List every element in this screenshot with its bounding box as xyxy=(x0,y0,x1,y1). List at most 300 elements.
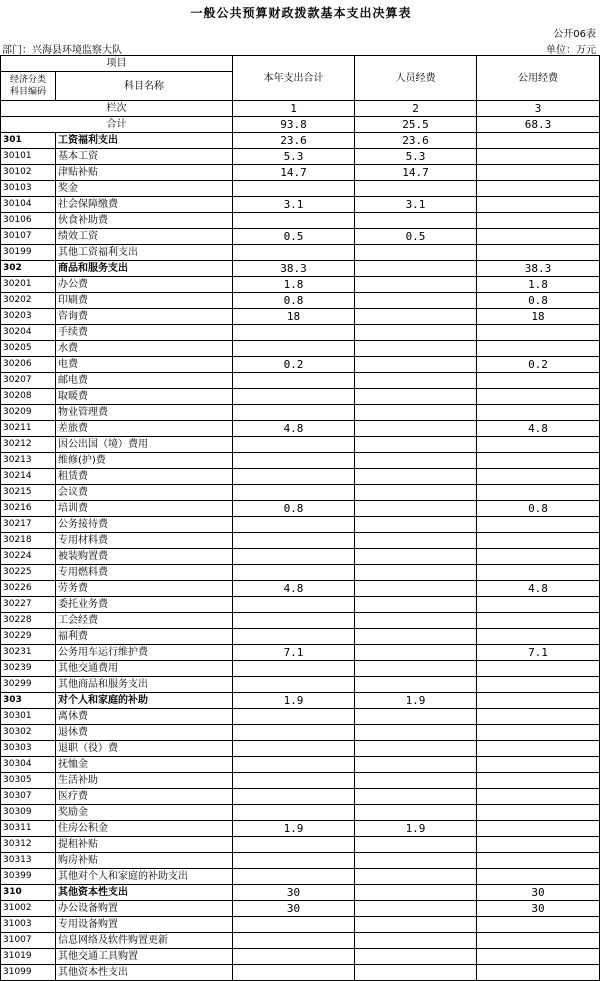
table-row xyxy=(1,693,600,709)
row-code: 30207 xyxy=(1,373,56,389)
row-personnel-expense xyxy=(355,629,477,645)
row-subject-name: 办公费 xyxy=(56,277,233,293)
row-subject-name: 其他商品和服务支出 xyxy=(56,677,233,693)
row-code: 30218 xyxy=(1,533,56,549)
row-subject-name: 其他工资福利支出 xyxy=(56,245,233,261)
total-col1: 93.8 xyxy=(233,117,355,133)
expenditure-table xyxy=(0,55,600,981)
row-code: 30216 xyxy=(1,501,56,517)
row-total-expense xyxy=(233,869,355,885)
row-personnel-expense xyxy=(355,213,477,229)
table-row xyxy=(1,725,600,741)
row-public-expense xyxy=(477,613,600,629)
row-subject-name: 福利费 xyxy=(56,629,233,645)
row-subject-name: 社会保障缴费 xyxy=(56,197,233,213)
row-personnel-expense xyxy=(355,885,477,901)
row-public-expense xyxy=(477,565,600,581)
row-personnel-expense: 1.9 xyxy=(355,821,477,837)
row-subject-name: 邮电费 xyxy=(56,373,233,389)
row-total-expense xyxy=(233,741,355,757)
header-col1: 本年支出合计 xyxy=(233,56,355,101)
row-subject-name: 退休费 xyxy=(56,725,233,741)
total-col2: 25.5 xyxy=(355,117,477,133)
table-row xyxy=(1,613,600,629)
table-row xyxy=(1,405,600,421)
row-total-expense: 4.8 xyxy=(233,581,355,597)
table-row xyxy=(1,421,600,437)
row-subject-name: 购房补贴 xyxy=(56,853,233,869)
row-code: 302 xyxy=(1,261,56,277)
row-code: 301 xyxy=(1,133,56,149)
row-code: 310 xyxy=(1,885,56,901)
row-code: 30206 xyxy=(1,357,56,373)
row-code: 30106 xyxy=(1,213,56,229)
row-subject-name: 水费 xyxy=(56,341,233,357)
row-code: 30202 xyxy=(1,293,56,309)
row-total-expense xyxy=(233,837,355,853)
row-personnel-expense xyxy=(355,757,477,773)
row-public-expense xyxy=(477,709,600,725)
row-code: 30309 xyxy=(1,805,56,821)
row-code: 30228 xyxy=(1,613,56,629)
table-row xyxy=(1,485,600,501)
row-subject-name: 委托业务费 xyxy=(56,597,233,613)
row-code: 30205 xyxy=(1,341,56,357)
row-personnel-expense xyxy=(355,789,477,805)
row-public-expense xyxy=(477,245,600,261)
row-personnel-expense xyxy=(355,725,477,741)
table-row xyxy=(1,357,600,373)
row-personnel-expense xyxy=(355,661,477,677)
row-public-expense: 0.2 xyxy=(477,357,600,373)
row-personnel-expense xyxy=(355,437,477,453)
row-total-expense xyxy=(233,181,355,197)
row-code: 30201 xyxy=(1,277,56,293)
row-personnel-expense xyxy=(355,309,477,325)
row-code: 30307 xyxy=(1,789,56,805)
row-subject-name: 其他交通工具购置 xyxy=(56,949,233,965)
table-row xyxy=(1,581,600,597)
row-personnel-expense: 23.6 xyxy=(355,133,477,149)
row-public-expense xyxy=(477,373,600,389)
row-public-expense xyxy=(477,197,600,213)
row-total-expense xyxy=(233,949,355,965)
row-total-expense xyxy=(233,773,355,789)
row-personnel-expense xyxy=(355,805,477,821)
row-subject-name: 办公设备购置 xyxy=(56,901,233,917)
row-total-expense: 30 xyxy=(233,901,355,917)
row-public-expense xyxy=(477,869,600,885)
row-public-expense xyxy=(477,917,600,933)
row-total-expense xyxy=(233,485,355,501)
row-subject-name: 医疗费 xyxy=(56,789,233,805)
row-code: 31019 xyxy=(1,949,56,965)
column-index-3: 3 xyxy=(477,101,600,117)
row-personnel-expense xyxy=(355,501,477,517)
row-personnel-expense xyxy=(355,533,477,549)
row-total-expense xyxy=(233,661,355,677)
row-code: 30239 xyxy=(1,661,56,677)
row-total-expense: 38.3 xyxy=(233,261,355,277)
row-public-expense: 4.8 xyxy=(477,421,600,437)
row-personnel-expense xyxy=(355,613,477,629)
row-public-expense xyxy=(477,693,600,709)
row-personnel-expense: 0.5 xyxy=(355,229,477,245)
row-code: 30208 xyxy=(1,389,56,405)
table-row xyxy=(1,293,600,309)
total-col3: 68.3 xyxy=(477,117,600,133)
row-total-expense xyxy=(233,325,355,341)
row-total-expense xyxy=(233,757,355,773)
table-row xyxy=(1,469,600,485)
row-total-expense: 1.8 xyxy=(233,277,355,293)
table-row xyxy=(1,549,600,565)
row-public-expense xyxy=(477,965,600,981)
row-subject-name: 抚恤金 xyxy=(56,757,233,773)
row-code: 30229 xyxy=(1,629,56,645)
row-code: 30102 xyxy=(1,165,56,181)
header-col3: 公用经费 xyxy=(477,56,600,101)
row-public-expense xyxy=(477,725,600,741)
table-row xyxy=(1,805,600,821)
table-row xyxy=(1,901,600,917)
table-row xyxy=(1,629,600,645)
table-row xyxy=(1,869,600,885)
row-code: 30299 xyxy=(1,677,56,693)
row-total-expense xyxy=(233,389,355,405)
row-total-expense xyxy=(233,373,355,389)
form-number: 公开06表 xyxy=(553,29,596,40)
row-subject-name: 电费 xyxy=(56,357,233,373)
row-total-expense xyxy=(233,613,355,629)
table-row xyxy=(1,533,600,549)
row-personnel-expense: 1.9 xyxy=(355,693,477,709)
row-code: 30199 xyxy=(1,245,56,261)
row-public-expense: 0.8 xyxy=(477,293,600,309)
row-total-expense xyxy=(233,549,355,565)
row-code: 30204 xyxy=(1,325,56,341)
row-public-expense xyxy=(477,805,600,821)
table-row xyxy=(1,309,600,325)
table-title: 一般公共预算财政拨款基本支出决算表 xyxy=(190,6,412,20)
row-public-expense xyxy=(477,405,600,421)
row-public-expense xyxy=(477,837,600,853)
row-public-expense: 1.8 xyxy=(477,277,600,293)
row-public-expense xyxy=(477,517,600,533)
row-public-expense xyxy=(477,485,600,501)
row-personnel-expense xyxy=(355,469,477,485)
header-col2: 人员经费 xyxy=(355,56,477,101)
row-total-expense xyxy=(233,245,355,261)
row-subject-name: 奖励金 xyxy=(56,805,233,821)
table-row xyxy=(1,197,600,213)
table-row xyxy=(1,261,600,277)
row-total-expense xyxy=(233,725,355,741)
row-code: 30212 xyxy=(1,437,56,453)
row-subject-name: 公务接待费 xyxy=(56,517,233,533)
row-personnel-expense xyxy=(355,565,477,581)
row-public-expense xyxy=(477,165,600,181)
row-subject-name: 离休费 xyxy=(56,709,233,725)
row-total-expense xyxy=(233,709,355,725)
table-row xyxy=(1,389,600,405)
row-personnel-expense xyxy=(355,677,477,693)
row-subject-name: 奖金 xyxy=(56,181,233,197)
row-subject-name: 对个人和家庭的补助 xyxy=(56,693,233,709)
row-subject-name: 印刷费 xyxy=(56,293,233,309)
header-project: 项目 xyxy=(1,56,233,72)
row-public-expense xyxy=(477,181,600,197)
row-public-expense: 7.1 xyxy=(477,645,600,661)
row-public-expense: 18 xyxy=(477,309,600,325)
row-code: 30304 xyxy=(1,757,56,773)
row-code: 30107 xyxy=(1,229,56,245)
table-row xyxy=(1,965,600,981)
row-personnel-expense xyxy=(355,549,477,565)
table-row xyxy=(1,853,600,869)
row-public-expense xyxy=(477,821,600,837)
row-subject-name: 物业管理费 xyxy=(56,405,233,421)
row-total-expense xyxy=(233,469,355,485)
row-public-expense xyxy=(477,853,600,869)
row-code: 31002 xyxy=(1,901,56,917)
row-public-expense: 0.8 xyxy=(477,501,600,517)
row-total-expense: 30 xyxy=(233,885,355,901)
row-personnel-expense xyxy=(355,949,477,965)
table-row xyxy=(1,677,600,693)
row-public-expense xyxy=(477,325,600,341)
row-public-expense xyxy=(477,341,600,357)
row-public-expense xyxy=(477,549,600,565)
table-row xyxy=(1,213,600,229)
row-personnel-expense xyxy=(355,181,477,197)
row-total-expense: 3.1 xyxy=(233,197,355,213)
row-code: 30227 xyxy=(1,597,56,613)
table-row xyxy=(1,437,600,453)
row-subject-name: 公务用车运行维护费 xyxy=(56,645,233,661)
row-code: 30215 xyxy=(1,485,56,501)
row-public-expense xyxy=(477,629,600,645)
table-row xyxy=(1,645,600,661)
row-subject-name: 租赁费 xyxy=(56,469,233,485)
row-total-expense xyxy=(233,805,355,821)
row-subject-name: 生活补助 xyxy=(56,773,233,789)
table-row xyxy=(1,373,600,389)
row-public-expense xyxy=(477,597,600,613)
row-personnel-expense xyxy=(355,453,477,469)
row-total-expense xyxy=(233,213,355,229)
department-label: 部门：兴海县环境监察大队 xyxy=(2,45,122,56)
row-personnel-expense xyxy=(355,965,477,981)
row-code: 303 xyxy=(1,693,56,709)
header-econ-code: 经济分类 科目编码 xyxy=(1,72,56,101)
row-personnel-expense xyxy=(355,933,477,949)
row-total-expense xyxy=(233,933,355,949)
row-personnel-expense xyxy=(355,581,477,597)
row-personnel-expense xyxy=(355,837,477,853)
row-total-expense xyxy=(233,853,355,869)
table-row xyxy=(1,565,600,581)
table-row xyxy=(1,133,600,149)
table-row xyxy=(1,757,600,773)
row-code: 30217 xyxy=(1,517,56,533)
row-subject-name: 培训费 xyxy=(56,501,233,517)
row-public-expense xyxy=(477,773,600,789)
row-subject-name: 伙食补助费 xyxy=(56,213,233,229)
row-total-expense xyxy=(233,453,355,469)
table-row xyxy=(1,661,600,677)
row-public-expense xyxy=(477,949,600,965)
table-row xyxy=(1,709,600,725)
row-subject-name: 工资福利支出 xyxy=(56,133,233,149)
row-total-expense: 4.8 xyxy=(233,421,355,437)
row-code: 31099 xyxy=(1,965,56,981)
header-subject-name: 科目名称 xyxy=(56,72,233,101)
row-subject-name: 住房公积金 xyxy=(56,821,233,837)
row-subject-name: 维修(护)费 xyxy=(56,453,233,469)
row-code: 30209 xyxy=(1,405,56,421)
row-total-expense: 5.3 xyxy=(233,149,355,165)
row-personnel-expense xyxy=(355,917,477,933)
row-code: 30103 xyxy=(1,181,56,197)
row-personnel-expense xyxy=(355,277,477,293)
row-code: 30303 xyxy=(1,741,56,757)
row-code: 31003 xyxy=(1,917,56,933)
row-subject-name: 专用燃料费 xyxy=(56,565,233,581)
row-total-expense: 0.8 xyxy=(233,293,355,309)
row-public-expense xyxy=(477,741,600,757)
row-total-expense xyxy=(233,677,355,693)
row-public-expense: 30 xyxy=(477,901,600,917)
row-public-expense xyxy=(477,677,600,693)
row-public-expense xyxy=(477,453,600,469)
row-personnel-expense xyxy=(355,853,477,869)
row-total-expense: 1.9 xyxy=(233,821,355,837)
table-row xyxy=(1,501,600,517)
row-personnel-expense xyxy=(355,357,477,373)
row-personnel-expense: 5.3 xyxy=(355,149,477,165)
row-personnel-expense xyxy=(355,373,477,389)
row-total-expense: 0.8 xyxy=(233,501,355,517)
row-subject-name: 其他交通费用 xyxy=(56,661,233,677)
column-index-label: 栏次 xyxy=(1,101,233,117)
row-public-expense xyxy=(477,229,600,245)
row-personnel-expense xyxy=(355,597,477,613)
row-total-expense: 0.2 xyxy=(233,357,355,373)
row-subject-name: 差旅费 xyxy=(56,421,233,437)
table-row xyxy=(1,837,600,853)
row-subject-name: 其他对个人和家庭的补助支出 xyxy=(56,869,233,885)
row-subject-name: 其他资本性支出 xyxy=(56,965,233,981)
row-code: 31007 xyxy=(1,933,56,949)
row-code: 30313 xyxy=(1,853,56,869)
table-row xyxy=(1,165,600,181)
row-code: 30311 xyxy=(1,821,56,837)
row-personnel-expense xyxy=(355,389,477,405)
row-code: 30231 xyxy=(1,645,56,661)
row-code: 30203 xyxy=(1,309,56,325)
row-public-expense: 30 xyxy=(477,885,600,901)
row-personnel-expense xyxy=(355,245,477,261)
table-row xyxy=(1,885,600,901)
row-subject-name: 绩效工资 xyxy=(56,229,233,245)
row-total-expense: 7.1 xyxy=(233,645,355,661)
row-subject-name: 会议费 xyxy=(56,485,233,501)
table-row xyxy=(1,149,600,165)
row-personnel-expense xyxy=(355,325,477,341)
row-total-expense xyxy=(233,517,355,533)
row-public-expense: 4.8 xyxy=(477,581,600,597)
total-label: 合计 xyxy=(1,117,233,133)
row-total-expense: 0.5 xyxy=(233,229,355,245)
row-personnel-expense xyxy=(355,261,477,277)
table-row xyxy=(1,325,600,341)
row-personnel-expense xyxy=(355,405,477,421)
row-total-expense xyxy=(233,341,355,357)
row-subject-name: 手续费 xyxy=(56,325,233,341)
row-total-expense xyxy=(233,917,355,933)
table-row xyxy=(1,341,600,357)
row-personnel-expense: 3.1 xyxy=(355,197,477,213)
row-code: 30399 xyxy=(1,869,56,885)
table-row xyxy=(1,789,600,805)
table-row xyxy=(1,773,600,789)
row-public-expense xyxy=(477,661,600,677)
column-index-2: 2 xyxy=(355,101,477,117)
row-public-expense xyxy=(477,469,600,485)
row-code: 30213 xyxy=(1,453,56,469)
row-public-expense xyxy=(477,213,600,229)
row-public-expense xyxy=(477,757,600,773)
table-row xyxy=(1,245,600,261)
row-code: 30214 xyxy=(1,469,56,485)
row-total-expense: 23.6 xyxy=(233,133,355,149)
row-subject-name: 取暖费 xyxy=(56,389,233,405)
table-row xyxy=(1,453,600,469)
row-subject-name: 工会经费 xyxy=(56,613,233,629)
row-total-expense xyxy=(233,789,355,805)
row-subject-name: 商品和服务支出 xyxy=(56,261,233,277)
row-subject-name: 专用设备购置 xyxy=(56,917,233,933)
row-public-expense xyxy=(477,389,600,405)
row-total-expense xyxy=(233,597,355,613)
row-total-expense: 1.9 xyxy=(233,693,355,709)
row-code: 30104 xyxy=(1,197,56,213)
unit-label: 单位：万元 xyxy=(546,45,596,56)
row-subject-name: 因公出国（境）费用 xyxy=(56,437,233,453)
row-personnel-expense xyxy=(355,485,477,501)
row-code: 30302 xyxy=(1,725,56,741)
row-subject-name: 基本工资 xyxy=(56,149,233,165)
row-code: 30312 xyxy=(1,837,56,853)
table-row xyxy=(1,933,600,949)
row-personnel-expense xyxy=(355,645,477,661)
table-row xyxy=(1,917,600,933)
row-total-expense xyxy=(233,437,355,453)
table-row xyxy=(1,181,600,197)
row-subject-name: 信息网络及软件购置更新 xyxy=(56,933,233,949)
row-total-expense xyxy=(233,629,355,645)
row-personnel-expense xyxy=(355,869,477,885)
row-public-expense xyxy=(477,437,600,453)
row-code: 30226 xyxy=(1,581,56,597)
row-personnel-expense xyxy=(355,341,477,357)
table-row xyxy=(1,517,600,533)
row-total-expense: 18 xyxy=(233,309,355,325)
row-public-expense: 38.3 xyxy=(477,261,600,277)
row-code: 30305 xyxy=(1,773,56,789)
row-personnel-expense xyxy=(355,709,477,725)
